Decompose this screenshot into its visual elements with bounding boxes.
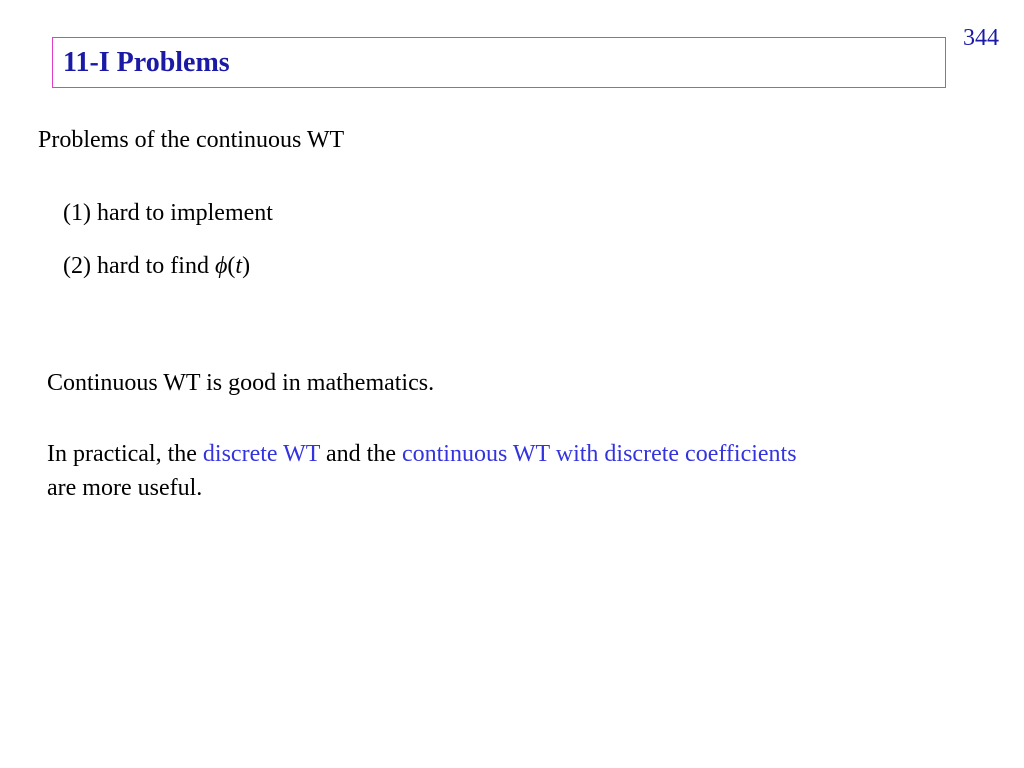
practical-text-part1: In practical, the — [47, 441, 203, 467]
practical-text-part2: and the — [320, 441, 402, 467]
problem-item-2-text: (2) hard to find — [63, 253, 215, 279]
phi-symbol: ϕ — [214, 253, 228, 279]
practical-paragraph — [47, 437, 797, 505]
highlight-discrete-wt: discrete WT — [202, 441, 320, 467]
page-number: 344 — [963, 25, 999, 51]
math-statement: Continuous WT is good in mathematics. — [47, 370, 435, 396]
slide-title: 11-I Problems — [63, 47, 230, 78]
variable-t: t — [235, 253, 243, 279]
section-heading: Problems of the continuous WT — [38, 127, 345, 153]
problem-item-1: (1) hard to implement — [63, 200, 273, 226]
title-box — [52, 37, 946, 88]
problem-item-2 — [63, 253, 250, 281]
open-paren: ( — [227, 253, 236, 279]
close-paren: ) — [242, 253, 251, 279]
highlight-continuous-wt-discrete-coefficients: continuous WT with discrete coefficients — [401, 441, 797, 467]
practical-text-part3: are more useful. — [47, 475, 203, 501]
